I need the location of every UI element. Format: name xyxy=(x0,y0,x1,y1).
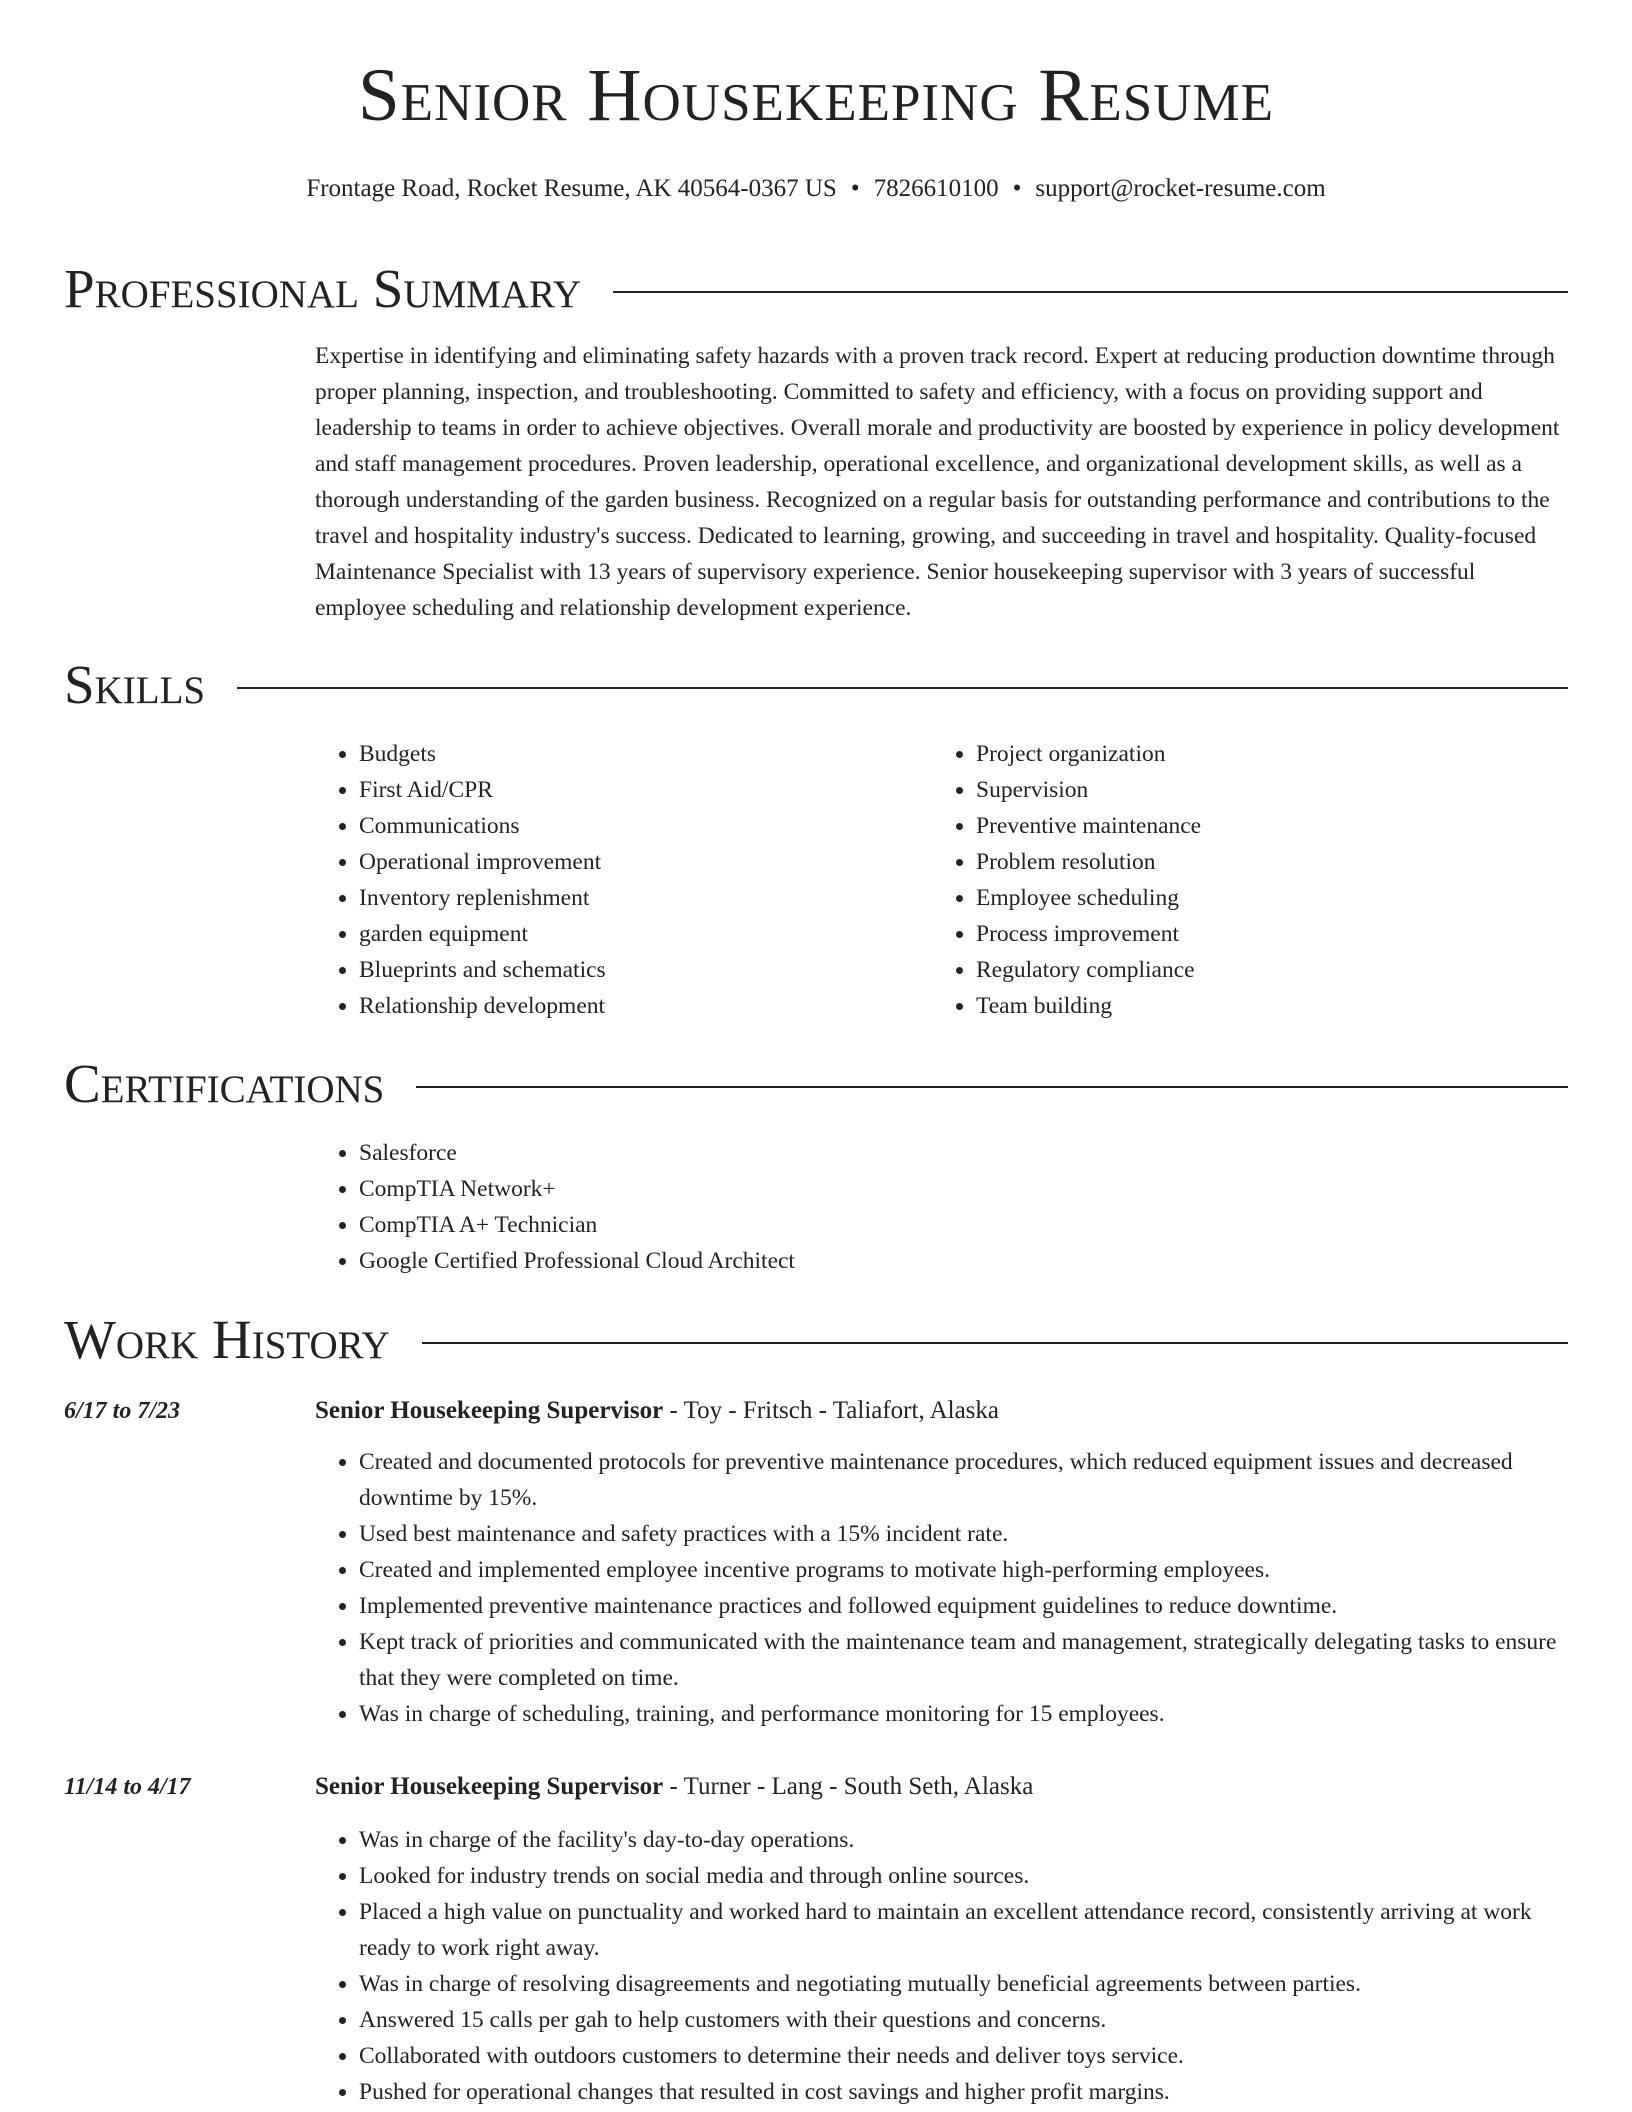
job-duties-list xyxy=(315,1444,1570,1732)
skills-list-left xyxy=(315,736,875,1024)
summary-text: Expertise in identifying and eliminating safety hazards with a proven track record. Expert at reducing production downtime through proper planning, inspection, and troubleshooting. Committed to safety and efficiency, with a focus on providing support and leadership to teams in order to achieve objectives. Overall morale and productivity are boosted by experience in policy development and staff management procedures. Proven leadership, operational excellence, and organizational development skills, as well as a thorough understanding of the garden business. Recognized on a regular basis for outstanding performance and contributions to the travel and hospitality industry's success. Dedicated to learning, growing, and succeeding in travel and hospitality. Quality-focused Maintenance Specialist with 13 years of supervisory experience. Senior housekeeping supervisor with 3 years of successful employee scheduling and relationship development experience. xyxy=(315,343,1560,621)
certification-item: • Google Certified Professional Cloud Architect xyxy=(359,1243,1215,1279)
section-heading-summary xyxy=(64,258,1568,318)
section-heading-label: Professional Summary xyxy=(64,257,582,319)
job-position: Senior Housekeeping Supervisor xyxy=(315,1773,664,1800)
job-duties xyxy=(315,1444,1570,1732)
job-duty-item: • Implemented preventive maintenance practices and followed equipment guidelines to reduce downtime. xyxy=(359,1588,1570,1624)
skill-item: • garden equipment xyxy=(359,916,875,952)
contact-line xyxy=(0,174,1632,204)
job-duty-item: • Answered 15 calls per gah to help customers with their questions and concerns. xyxy=(359,2002,1570,2038)
skill-item: • Blueprints and schematics xyxy=(359,952,875,988)
job-employer-location: - Turner - Lang - South Seth, Alaska xyxy=(663,1773,1034,1800)
contact-address: Frontage Road, Rocket Resume, AK 40564-0367 US xyxy=(306,175,837,202)
skill-item: • Employee scheduling xyxy=(976,880,1492,916)
section-heading-certifications xyxy=(64,1053,1568,1113)
certification-item: • Salesforce xyxy=(359,1135,1215,1171)
skills-column-right xyxy=(932,736,1492,1024)
section-heading-label: Work History xyxy=(64,1308,390,1370)
skill-item: • Budgets xyxy=(359,736,875,772)
job-duty-item: • Created and documented protocols for preventive maintenance procedures, which reduced equipment issues and decreased downtime by 15%. xyxy=(359,1444,1570,1516)
skills-column-left xyxy=(315,736,875,1024)
contact-separator: • xyxy=(850,175,860,202)
section-divider xyxy=(237,687,1568,689)
skill-item: • Project organization xyxy=(976,736,1492,772)
job-duties-list xyxy=(315,1822,1570,2110)
certification-item: • CompTIA A+ Technician xyxy=(359,1207,1215,1243)
job-duty-item: • Looked for industry trends on social media and through online sources. xyxy=(359,1858,1570,1894)
section-heading-label: Skills xyxy=(64,653,206,715)
section-heading-work-history xyxy=(64,1309,1568,1369)
job-heading xyxy=(315,1769,1570,1805)
contact-separator: • xyxy=(1012,175,1022,202)
section-heading-label: Certifications xyxy=(64,1052,385,1114)
job-duty-item: • Was in charge of resolving disagreements and negotiating mutually beneficial agreements between parties. xyxy=(359,1966,1570,2002)
skill-item: • Preventive maintenance xyxy=(976,808,1492,844)
certification-item: • CompTIA Network+ xyxy=(359,1171,1215,1207)
job-heading xyxy=(315,1393,1570,1429)
job-employer-location: - Toy - Fritsch - Taliafort, Alaska xyxy=(663,1397,999,1424)
job-dates: 6/17 to 7/23 xyxy=(64,1398,181,1424)
job-duty-item: • Pushed for operational changes that resulted in cost savings and higher profit margins. xyxy=(359,2074,1570,2110)
skill-item: • Relationship development xyxy=(359,988,875,1024)
job-duty-item: • Was in charge of the facility's day-to-day operations. xyxy=(359,1822,1570,1858)
skill-item: • Regulatory compliance xyxy=(976,952,1492,988)
job-duty-item: • Placed a high value on punctuality and worked hard to maintain an excellent attendance record, consistently arriving at work ready to work right away. xyxy=(359,1894,1570,1966)
skills-list-right xyxy=(932,736,1492,1024)
job-dates: 11/14 to 4/17 xyxy=(64,1774,191,1800)
contact-email: support@rocket-resume.com xyxy=(1035,175,1326,202)
skill-item: • Communications xyxy=(359,808,875,844)
job-duties xyxy=(315,1822,1570,2110)
contact-phone: 7826610100 xyxy=(873,175,999,202)
job-position: Senior Housekeeping Supervisor xyxy=(315,1397,664,1424)
skill-item: • Supervision xyxy=(976,772,1492,808)
certifications-block xyxy=(315,1135,1215,1279)
resume-title: Senior Housekeeping Resume xyxy=(357,54,1275,137)
section-divider xyxy=(416,1086,1568,1088)
section-divider xyxy=(613,291,1568,293)
skill-item: • Process improvement xyxy=(976,916,1492,952)
job-duty-item: • Used best maintenance and safety practices with a 15% incident rate. xyxy=(359,1516,1570,1552)
section-heading-skills xyxy=(64,654,1568,714)
job-duty-item: • Kept track of priorities and communicated with the maintenance team and management, strategically delegating tasks to ensure that they were completed on time. xyxy=(359,1624,1570,1696)
skill-item: • Team building xyxy=(976,988,1492,1024)
job-duty-item: • Collaborated with outdoors customers to determine their needs and deliver toys service. xyxy=(359,2038,1570,2074)
section-divider xyxy=(422,1342,1568,1344)
skill-item: • Problem resolution xyxy=(976,844,1492,880)
job-duty-item: • Was in charge of scheduling, training, and performance monitoring for 15 employees. xyxy=(359,1696,1570,1732)
skill-item: • Inventory replenishment xyxy=(359,880,875,916)
certifications-list xyxy=(315,1135,1215,1279)
job-duty-item: • Created and implemented employee incentive programs to motivate high-performing employees. xyxy=(359,1552,1570,1588)
skill-item: • First Aid/CPR xyxy=(359,772,875,808)
skill-item: • Operational improvement xyxy=(359,844,875,880)
